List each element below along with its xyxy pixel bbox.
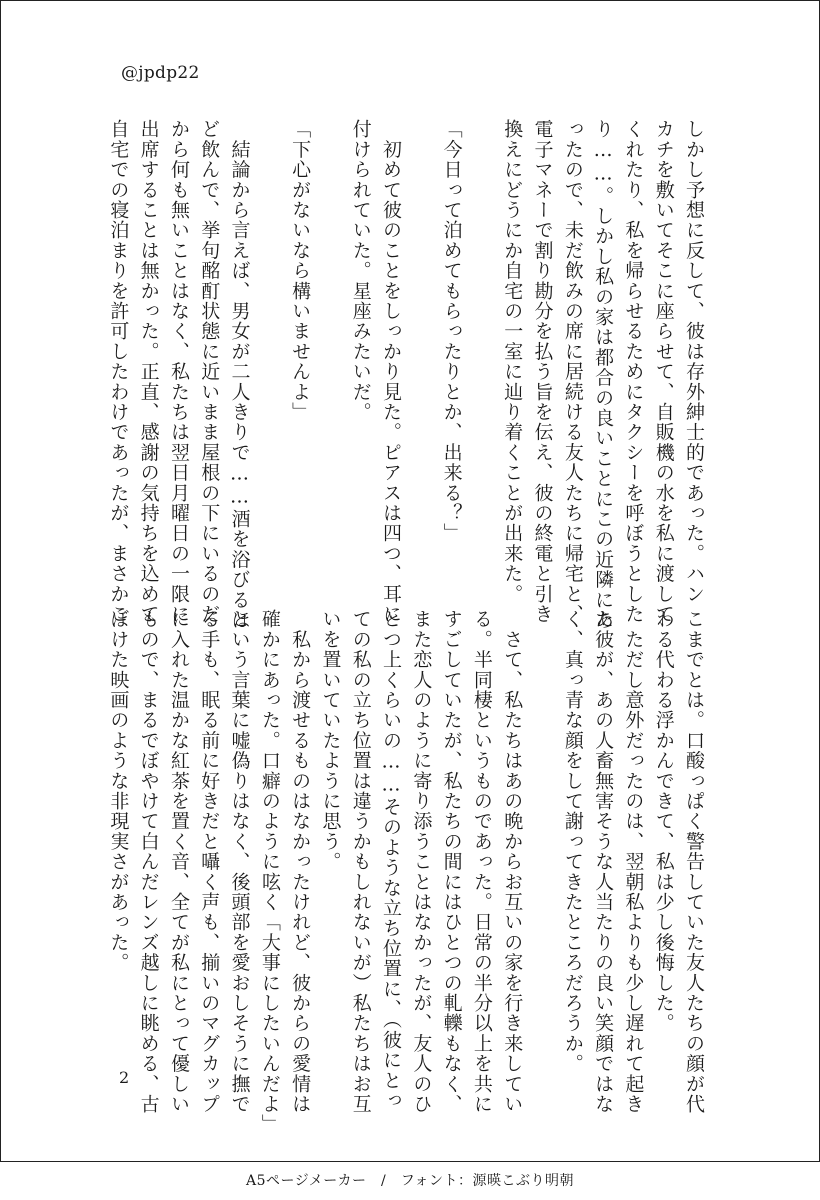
text-line: から何も無いことはなく、私たちは翌日月曜日の一限に xyxy=(167,119,190,624)
blank-line xyxy=(527,609,557,1049)
text-line: 結論から言えば、男女が二人きりで……酒を浴びるほ xyxy=(228,119,251,630)
blank-line xyxy=(406,119,436,559)
text-line: 初めて彼のことをしっかり見た。ピアスは四つ、耳に xyxy=(380,119,403,624)
text-line: わる代わる浮かんできて、私は少し後悔した。 xyxy=(652,609,675,1034)
text-line: ただし意外だったのは、翌朝私よりも少し遅れて起き xyxy=(622,609,645,1114)
text-line: 「下心がないなら構いませんよ」 xyxy=(289,119,312,422)
text-line: る。半同棲というものであった。日常の半分以上を共に xyxy=(470,609,493,1114)
text-line: ど飲んで、挙句酩酊状態に近いまま屋根の下にいるのだ xyxy=(198,119,221,624)
text-line: こまでとは。口酸っぱく警告していた友人たちの顔が代 xyxy=(683,609,705,1114)
text-line: カチを敷いてそこに座らせて、自販機の水を私に渡して xyxy=(652,119,675,625)
text-block-bottom xyxy=(107,609,709,1135)
blank-line xyxy=(467,119,497,559)
text-line: すごしていたが、私たちの間にはひとつの軋轢もなく、 xyxy=(440,609,463,1114)
text-line: 自宅での寝泊まりを許可したわけであったが、まさかこ xyxy=(107,119,130,624)
blank-line xyxy=(255,119,285,559)
text-line: さて、私たちはあの晩からお互いの家を行き来してい xyxy=(501,609,524,1114)
text-line: ぼけた映画のような非現実さがあった。 xyxy=(107,609,130,973)
text-line: 換えにどうにか自宅の一室に辿り着くことが出来た。 xyxy=(501,119,524,604)
page-number: 2 xyxy=(119,1068,130,1087)
text-line: 付けられていた。星座みたいだ。 xyxy=(349,119,372,422)
text-line: 私から渡せるものはなかったけれど、彼からの愛情は xyxy=(289,609,312,1114)
text-block-top xyxy=(107,119,709,630)
text-line: また恋人のように寄り添うことはなかったが、友人のひ xyxy=(410,609,433,1114)
text-line: た彼が、あの人畜無害そうな人当たりの良い笑顔ではな xyxy=(592,609,615,1114)
text-line: もので、まるでぼやけて白んだレンズ越しに眺める、古 xyxy=(137,609,160,1114)
text-line: いを置いていたように思う。 xyxy=(319,609,342,872)
blank-line xyxy=(315,119,345,559)
text-line: くれたり、私を帰らせるためにタクシーを呼ぼうとした xyxy=(622,119,645,624)
text-line: く、真っ青な顔をして謝ってきたところだろうか。 xyxy=(561,609,584,1074)
text-line: ったので、未だ飲みの席に居続ける友人たちに帰宅と、 xyxy=(561,119,584,624)
text-line: る手も、眠る前に好きだと囁く声も、揃いのマグカップ xyxy=(198,609,221,1114)
text-line: 「今日って泊めてもらったりとか、出来る？」 xyxy=(440,119,463,544)
text-line: ての私の立ち位置は違うかもしれないが）私たちはお互 xyxy=(349,609,372,1114)
text-line: とつ上くらいの……そのような立ち位置に、（彼にとっ xyxy=(380,609,403,1111)
author-handle: @jpdp22 xyxy=(121,63,200,83)
text-line: という言葉に嘘偽りはなく、後頭部を愛おしそうに撫で xyxy=(228,609,251,1114)
text-line: り……。しかし私の家は都合の良いことにこの近隣にあ xyxy=(592,119,615,630)
text-line: に入れた温かな紅茶を置く音、全てが私にとって優しい xyxy=(167,609,190,1114)
text-line: 電子マネーで割り勘分を払う旨を伝え、彼の終電と引き xyxy=(531,119,554,624)
text-line: しかし予想に反して、彼は存外紳士的であった。ハン xyxy=(683,119,705,604)
footer-credit: A5ページメーカー / フォント：源暎こぶり明朝 xyxy=(245,1173,575,1189)
text-line: 確かにあった。口癖のように呟く「大事にしたいんだよ」 xyxy=(258,609,281,1135)
text-line: 出席することは無かった。正直、感謝の気持ちを込めて xyxy=(137,119,160,624)
